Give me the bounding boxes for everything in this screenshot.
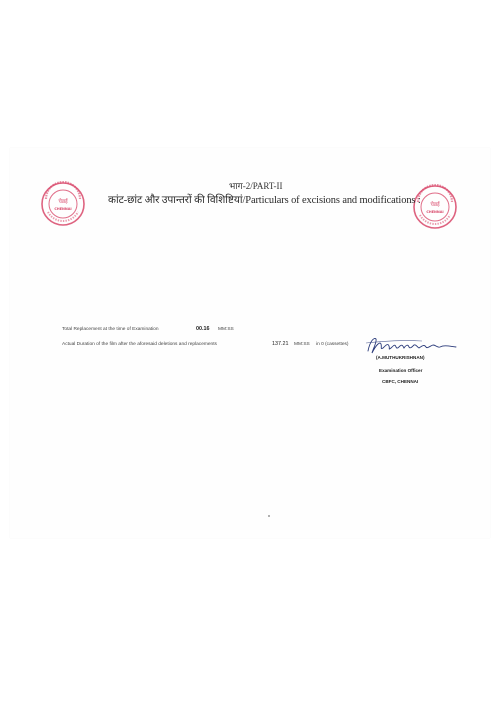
officer-office: CBFC, CHENNAI	[382, 379, 419, 384]
duration-label: Actual Duration of the film after the aforesaid deletions and replacements	[62, 342, 217, 347]
cbfc-seal-right	[412, 184, 458, 230]
replacement-label: Total Replacement at the time of Examination	[62, 327, 159, 332]
cbfc-seal-left	[40, 181, 86, 227]
page-title: कांट-छांट और उपान्तरों की विशिष्टियां/Particulars of excisions and modifications :	[108, 195, 421, 206]
replacement-value: 00.16	[196, 326, 210, 332]
duration-note: in 0 (cassettes)	[316, 342, 349, 347]
duration-value: 137.21	[272, 341, 289, 347]
replacement-unit: MM:SS	[218, 327, 234, 332]
stray-mark	[268, 515, 270, 517]
svg-text:चेन्नई: चेन्नई	[430, 202, 440, 208]
officer-signature	[364, 335, 460, 357]
officer-designation: Examination Officer	[379, 368, 423, 373]
svg-text:CHENNAI: CHENNAI	[426, 210, 444, 214]
officer-name: (A.MUTHUKRISHNAN)	[376, 355, 425, 360]
part-label: भाग-2/PART-II	[229, 181, 283, 191]
svg-text:चेन्नई: चेन्नई	[58, 199, 68, 205]
duration-unit: MM:SS	[294, 342, 310, 347]
svg-text:CHENNAI: CHENNAI	[54, 207, 72, 211]
